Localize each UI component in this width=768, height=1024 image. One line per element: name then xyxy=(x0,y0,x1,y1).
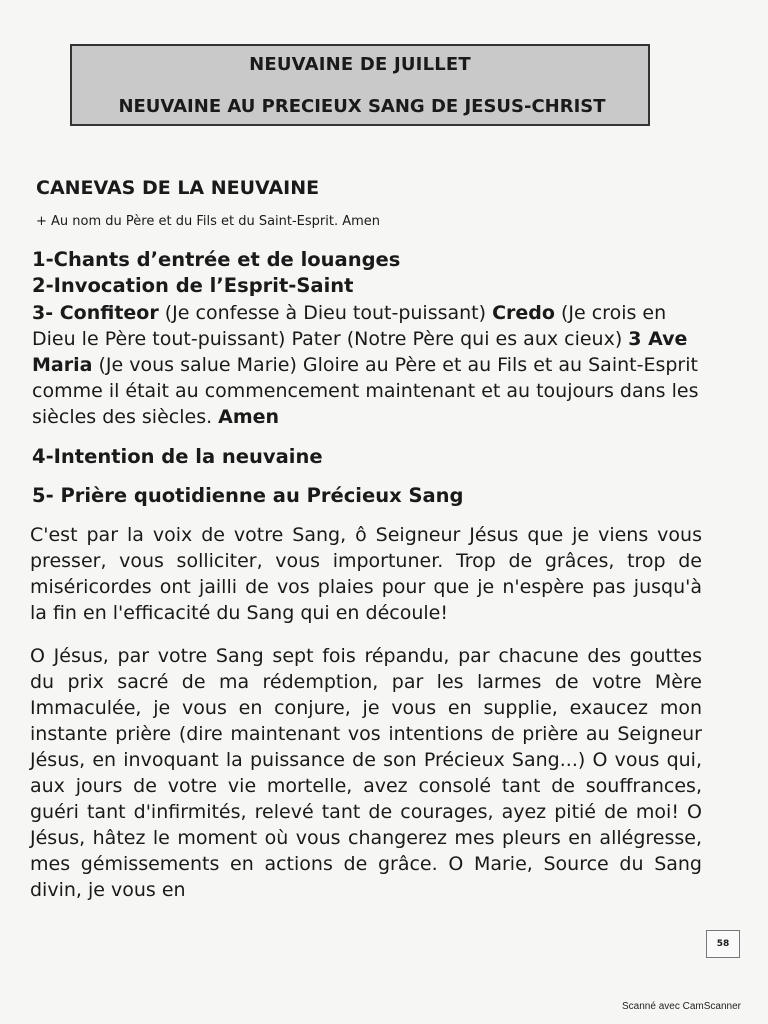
ave-maria-text: (Je vous salue Marie) Gloire au Père et au Fils et au Saint-Esprit comme il était au commencement maintenant et au toujours dans les siècles des siècles. xyxy=(32,354,699,428)
page-number: 58 xyxy=(706,930,740,958)
section-heading-canevas: CANEVAS DE LA NEUVAINE xyxy=(36,177,320,199)
item-4-heading: 4-Intention de la neuvaine xyxy=(32,445,323,468)
title-line-1: NEUVAINE DE JUILLET xyxy=(249,54,471,75)
item-2-heading: 2-Invocation de l’Esprit-Saint xyxy=(32,274,354,297)
sign-of-cross-line: + Au nom du Père et du Fils et du Saint-Esprit. Amen xyxy=(36,214,381,229)
confiteor-text: (Je confesse à Dieu tout-puissant) xyxy=(158,302,493,324)
confiteor-label: 3- Confiteor xyxy=(32,302,159,324)
title-line-2: NEUVAINE AU PRECIEUX SANG DE JESUS-CHRIST xyxy=(118,96,606,117)
credo-label: Credo xyxy=(492,302,555,324)
prayer-paragraph-2: O Jésus, par votre Sang sept fois répandu, par chacune des gouttes du prix sacré de ma rédemption, par les larmes de votre Mère Immaculée, je vous en conjure, je vous en supplie, exaucez mon instante prière (dire maintenant vos intentions de prière au Seigneur Jésus, en invoquant la puissance de son Précieux Sang...) O vous qui, aux jours de votre vie mortelle, avez consolé tant de souffrances, guéri tant d'infirmités, relevé tant de courages, ayez pitié de moi! O Jésus, hâtez le moment où vous changerez mes pleurs en allégresse, mes gémissements en actions de grâce. O Marie, Source du Sang divin, je vous en xyxy=(30,645,702,901)
prayer-paragraph-1: C'est par la voix de votre Sang, ô Seigneur Jésus que je viens vous presser, vous solliciter, vous importuner. Trop de grâces, trop de miséricordes ont jailli de vos plaies pour que je n'espère pas jusqu'à la fin en l'efficacité du Sang qui en découle! xyxy=(30,524,702,624)
item-5-heading: 5- Prière quotidienne au Précieux Sang xyxy=(32,484,464,507)
credo-text: (Je crois en Dieu le Père tout-puissant) Pater (Notre Père qui es aux cieux) xyxy=(32,302,667,350)
ave-maria-label: 3 Ave Maria xyxy=(32,328,688,376)
item-1-heading: 1-Chants d’entrée et de louanges xyxy=(32,248,401,271)
item-3-block xyxy=(32,300,702,430)
title-box xyxy=(70,44,650,126)
amen-label: Amen xyxy=(218,406,280,428)
scanner-watermark: Scanné avec CamScanner xyxy=(622,1001,741,1012)
